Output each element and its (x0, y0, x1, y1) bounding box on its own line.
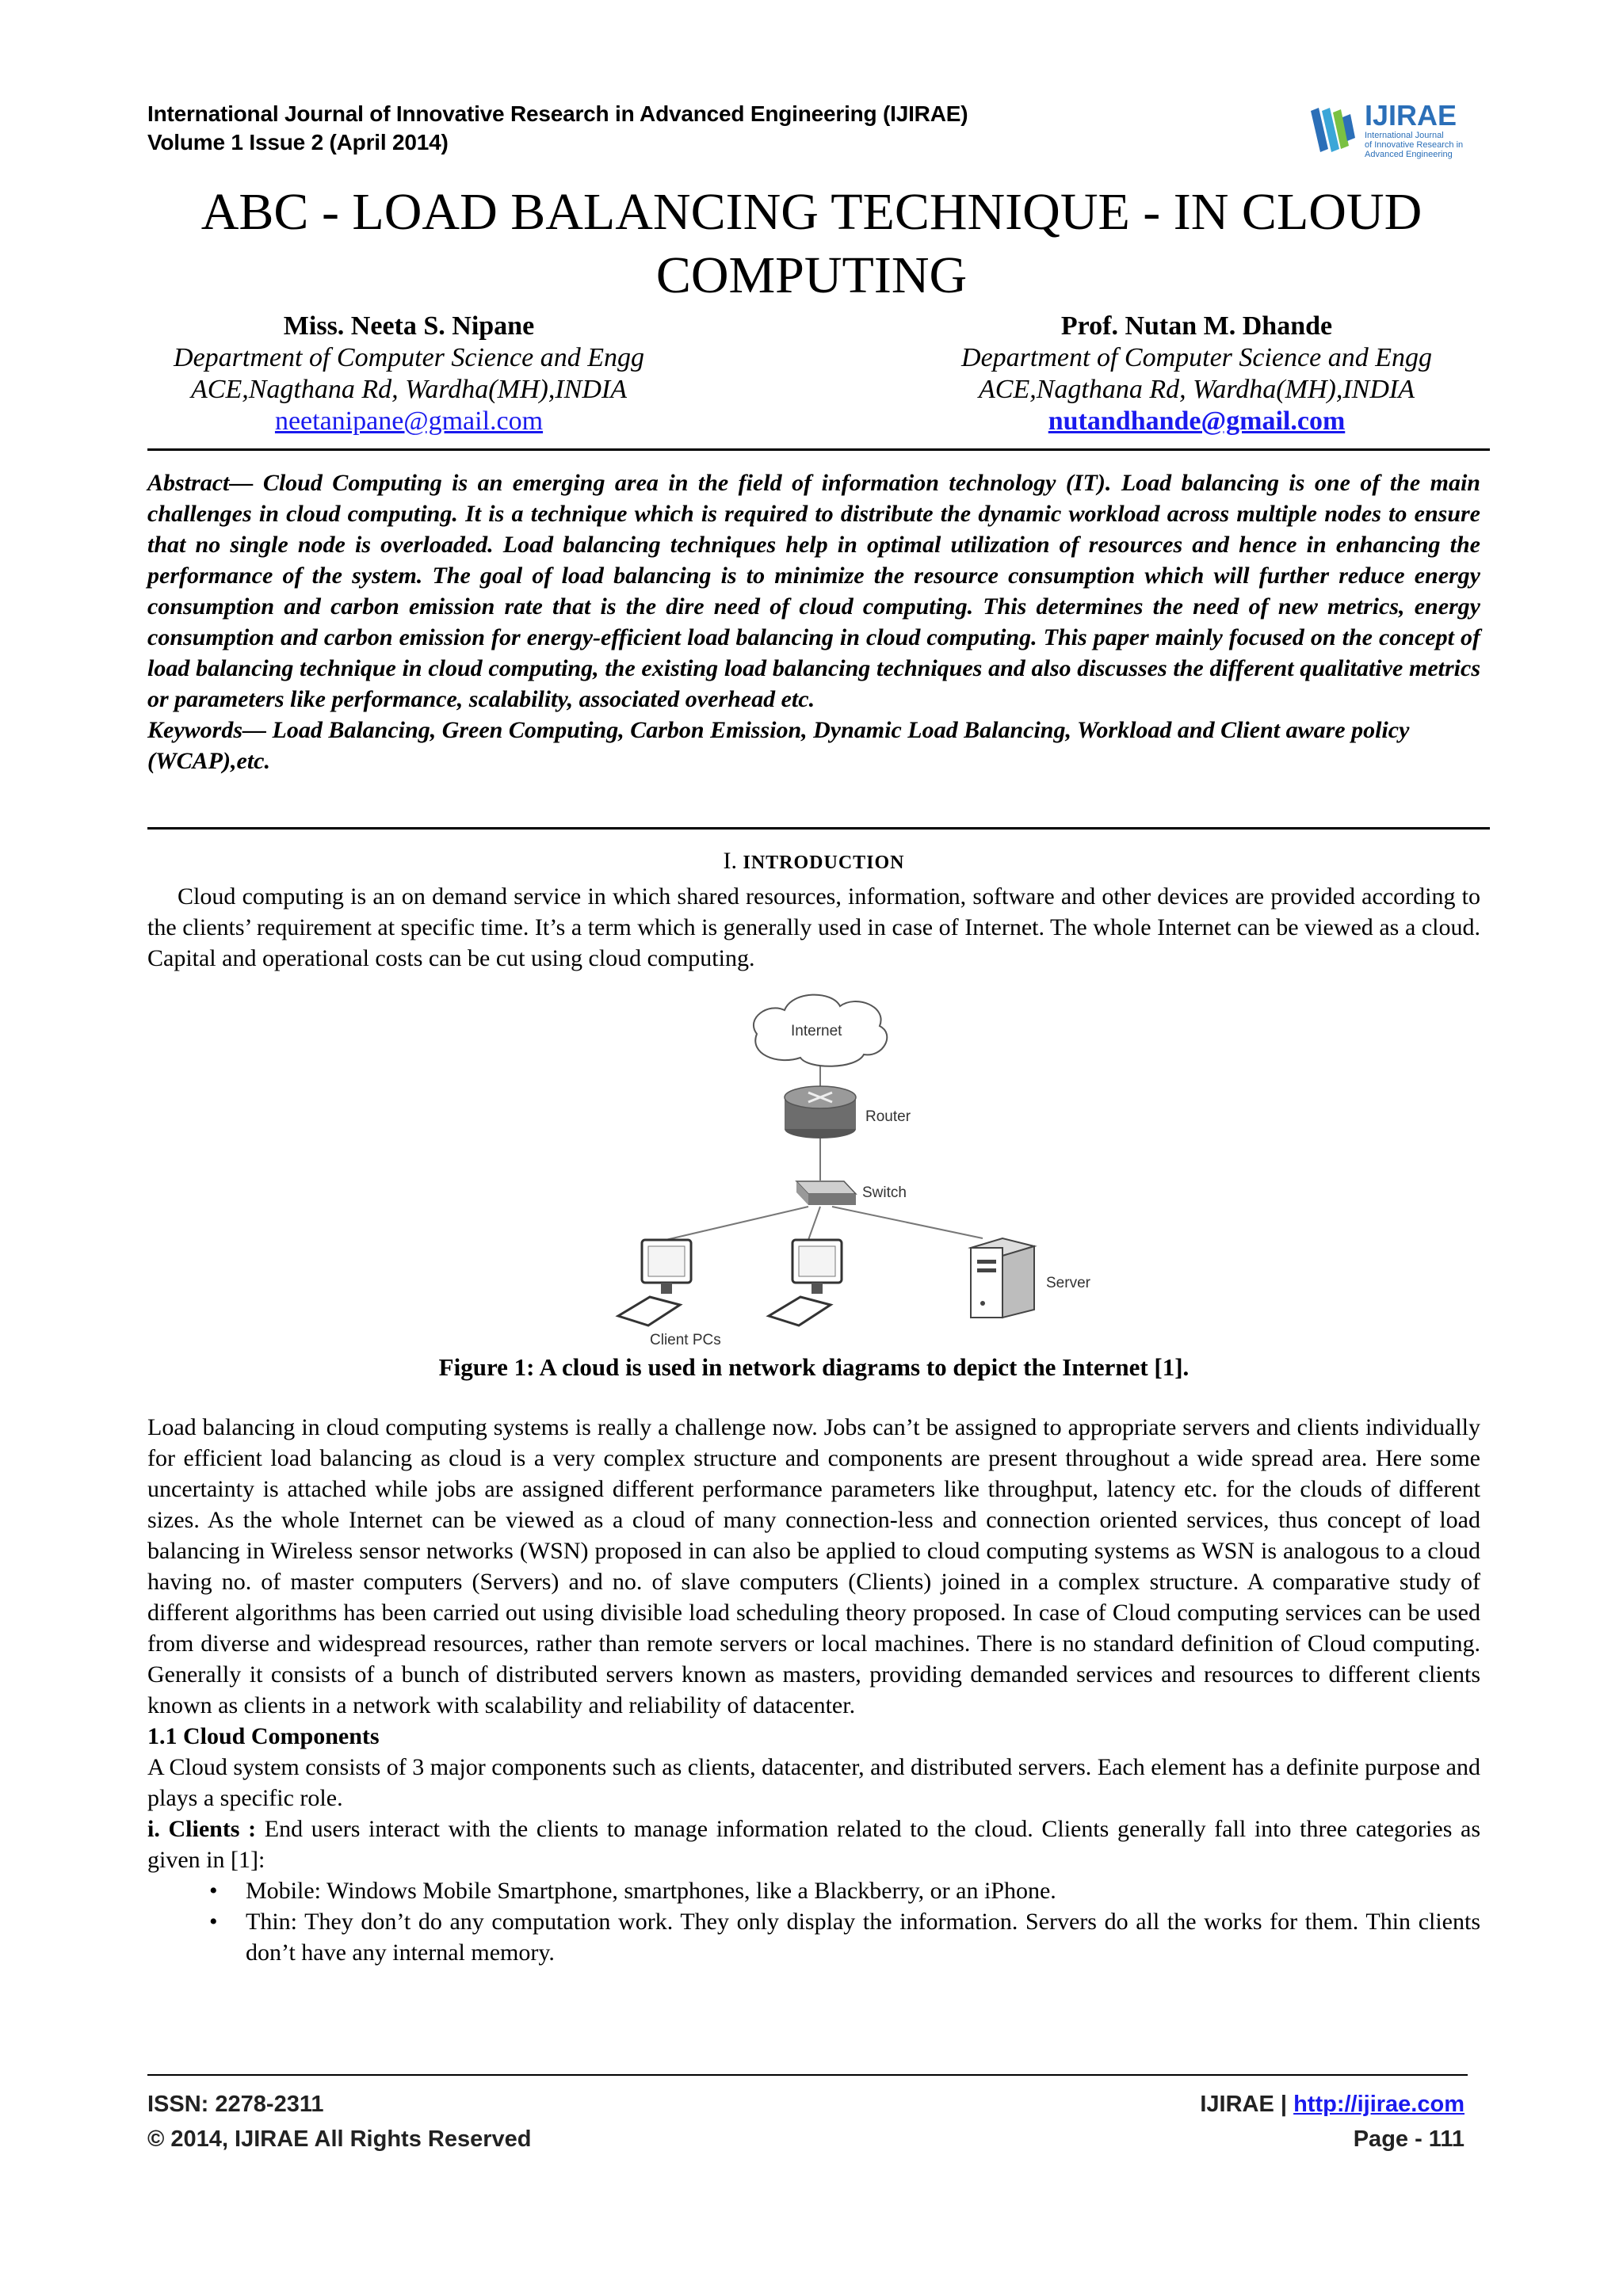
intro-paragraph: Cloud computing is an on demand service in which shared resources, information, software and other devices are provided according to the clients’ requirement at specific time. It’s a term which is generally used in case of Internet. The whole Internet can be viewed as a cloud. Capital and operational costs can be cut using cloud computing. (147, 883, 1480, 971)
client-pc-icon (769, 1240, 842, 1325)
list-item (147, 1906, 1480, 1968)
keywords-text: Keywords— Load Balancing, Green Computing, Carbon Emission, Dynamic Load Balancing, Workload and Client aware policy (WCAP),etc. (147, 717, 1410, 774)
author-1-dept: Department of Computer Science and Engg (174, 343, 644, 372)
network-diagram-figure (571, 986, 1157, 1351)
diagram-links (666, 1058, 983, 1240)
components-paragraph: A Cloud system consists of 3 major components such as clients, datacenter, and distributed servers. Each element has a definite purpose and plays a specific role. (147, 1754, 1480, 1811)
internet-cloud-icon (754, 995, 887, 1066)
author-1 (147, 311, 670, 437)
internet-label: Internet (791, 1023, 842, 1039)
router-icon (785, 1086, 911, 1138)
svg-text:of Innovative Research in: of Innovative Research in (1365, 140, 1464, 150)
clients-text: End users interact with the clients to manage information related to the cloud. Clients generally fall into three categories as given in [1]: (147, 1816, 1481, 1873)
abstract-block (147, 467, 1480, 776)
router-label: Router (865, 1108, 911, 1125)
bullet-text: Thin: They don’t do any computation work. They only display the information. Servers do all the works for them. Thin clients don’t have any internal memory. (246, 1909, 1480, 1966)
author-2 (903, 311, 1490, 437)
section-title: INTRODUCTION (743, 852, 905, 873)
list-item (147, 1875, 1480, 1906)
author-2-dept: Department of Computer Science and Engg (961, 343, 1432, 372)
footer-journal (1200, 2092, 1465, 2118)
author-1-address: ACE,Nagthana Rd, Wardha(MH),INDIA (191, 375, 627, 404)
clients-label: i. Clients : (147, 1816, 257, 1842)
paper-title: ABC - LOAD BALANCING TECHNIQUE - IN CLOUD COMPUTING (200, 183, 1423, 304)
author-1-email-link[interactable]: neetanipane@gmail.com (274, 406, 544, 436)
footer-issn: ISSN: 2278-2311 (147, 2092, 324, 2117)
divider-top (147, 448, 1490, 451)
divider-bottom (147, 827, 1490, 830)
body-paragraph: Load balancing in cloud computing systems is really a challenge now. Jobs can’t be assigned to appropriate servers and clients individually for efficient load balancing as cloud is a very complex structure and components are present throughout a wide spread area. Here some uncertainty is attached while jobs are assigned different performance parameters like throughput, latency etc. for the clouds of different sizes. As the whole Internet can be viewed as a cloud of many connection-less and connection oriented services, thus concept of load balancing in Wireless sensor networks (WSN) proposed in can also be applied to cloud computing systems as WSN is analogous to a cloud having no. of master computers (Servers) and no. of slave computers (Clients) joined in a complex structure. A comparative study of different algorithms has been carried out using divisible load scheduling theory proposed. In case of Cloud computing services can be used from diverse and widespread resources, rather than remote servers or local machines. There is no standard definition of Cloud computing. Generally it consists of a bunch of distributed servers known as masters, providing demanded services and resources to different clients known as clients in a network with scalability and reliability of datacenter. (147, 1414, 1480, 1718)
bullet-icon: • (209, 1909, 218, 1935)
footer-divider (147, 2074, 1468, 2076)
author-2-email-link[interactable]: nutandhande@gmail.com (1048, 406, 1346, 436)
network-diagram (571, 986, 1157, 1351)
body-block (147, 1412, 1480, 1968)
author-2-address: ACE,Nagthana Rd, Wardha(MH),INDIA (979, 375, 1415, 404)
footer-journal-name: IJIRAE | (1200, 2092, 1288, 2117)
server-icon (971, 1238, 1091, 1318)
switch-icon (796, 1181, 907, 1205)
client-pc-icon (618, 1240, 691, 1325)
section-number: I. (723, 848, 737, 874)
figure-caption: Figure 1: A cloud is used in network diagrams to depict the Internet [1]. (438, 1353, 1190, 1381)
server-label: Server (1046, 1275, 1090, 1291)
bullet-icon: • (209, 1878, 218, 1904)
section-heading (147, 848, 1480, 875)
footer-url-link[interactable]: http://ijirae.com (1293, 2092, 1465, 2117)
author-2-name: Prof. Nutan M. Dhande (1060, 311, 1333, 341)
bullet-text: Mobile: Windows Mobile Smartphone, smartphones, like a Blackberry, or an iPhone. (246, 1878, 1056, 1904)
intro-paragraph-block (147, 881, 1480, 974)
page-number: Page - 111 (1353, 2126, 1465, 2152)
svg-text:International Journal: International Journal (1365, 131, 1444, 140)
journal-volume: Volume 1 Issue 2 (April 2014) (147, 130, 449, 154)
ijirae-logo-icon (1308, 93, 1490, 165)
footer-copyright: © 2014, IJIRAE All Rights Reserved (147, 2126, 532, 2152)
clients-paragraph (147, 1814, 1480, 1875)
journal-name: International Journal of Innovative Research in Advanced Engineering (IJIRAE) (147, 101, 968, 126)
switch-label: Switch (862, 1184, 907, 1201)
journal-logo (1308, 93, 1490, 165)
svg-text:IJIRAE: IJIRAE (1365, 99, 1457, 132)
svg-text:Advanced Engineering: Advanced Engineering (1365, 150, 1453, 159)
abstract-text: Abstract— Cloud Computing is an emerging area in the field of information technology (IT). Load balancing is one of the main challenges in cloud computing. It is a technique which is required to distribute the dynamic workload across multiple nodes to ensure that no single node is overloaded. Load balancing techniques help in optimal utilization of resources and hence in enhancing the performance of the system. The goal of load balancing is to minimize the resource consumption which will further reduce energy consumption and carbon emission rate that is the dire need of cloud computing. This determines the need of new metrics, energy consumption and carbon emission for energy-efficient load balancing in cloud computing. This paper mainly focused on the concept of load balancing technique in cloud computing, the existing load balancing techniques and also discusses the different qualitative metrics or parameters like performance, scalability, associated overhead etc. (147, 470, 1480, 712)
client-pcs-label: Client PCs (650, 1332, 721, 1348)
author-1-name: Miss. Neeta S. Nipane (283, 311, 535, 341)
subsection-heading: 1.1 Cloud Components (147, 1723, 380, 1749)
